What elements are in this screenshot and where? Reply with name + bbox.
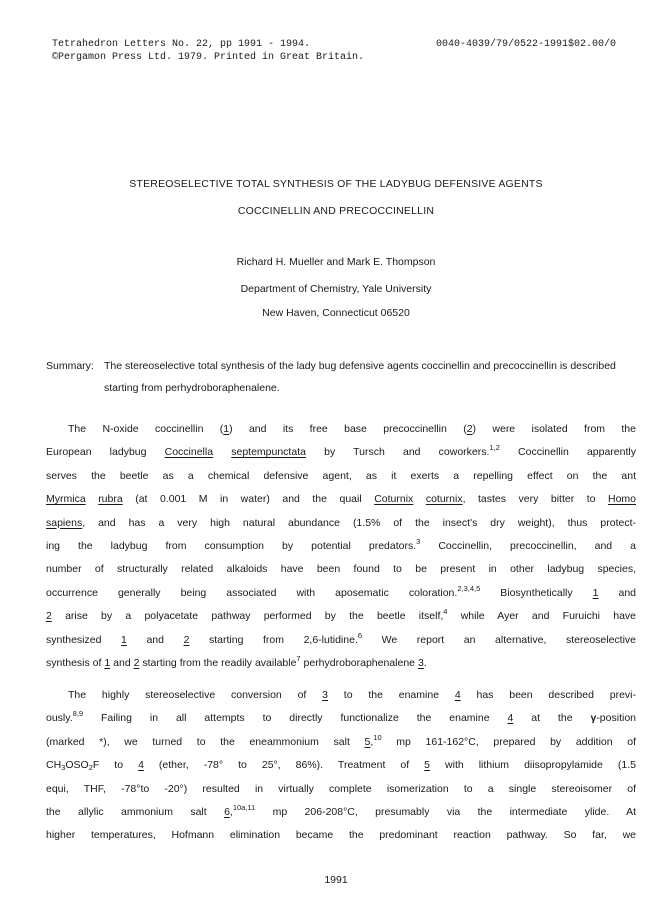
text-line: (marked *), we turned to the eneammonium salt 5,10 mp 161-162°C, prepared by addition of <box>46 732 637 748</box>
journal-citation: Tetrahedron Letters No. 22, pp 1991 - 1994. <box>52 39 311 50</box>
text-line: 2 arise by a polyacetate pathway performed by the beetle itself,$^4$ while Ayer and Furuichi have <box>46 607 636 623</box>
text-line: occurrence generally being associated with aposematic coloration.$^{2,3,4,5}$ Biosynthetically 1 and <box>46 583 637 599</box>
copyright-line: ©Pergamon Press Ltd. 1979. Printed in Great Britain. <box>52 52 365 63</box>
text-line: serves the beetle as a chemical defensive agent, as it exerts a repelling effect on the ant <box>46 469 636 482</box>
summary-text: The stereoselective total synthesis of the lady bug defensive agents coccinellin and precoccinellin is described starting from perhydroboraphenalene. <box>104 360 616 394</box>
text-line: The N-oxide coccinellin (1) and its free base precoccinellin (2) were isolated from the <box>68 423 636 435</box>
text-line: ously.$^{8,9}$ Failing in all attempts to directly functionalize the enamine 4 at the γ-position <box>46 709 637 725</box>
article-code: 0040-4039/79/0522-1991$02.00/0 <box>436 39 617 50</box>
text-line: European ladybug Coccinella septempunctata by Tursch and coworkers.$^{1,2}$ Coccinellin apparently <box>46 443 636 459</box>
running-header <box>52 38 364 64</box>
text-line: higher temperatures, Hofmann elimination became the predominant reaction pathway. So far, we <box>46 829 636 842</box>
title-line-2: COCCINELLIN AND PRECOCCINELLIN <box>237 205 435 217</box>
text-line: number of structurally related alkaloids have been found to be present in other ladybug species, <box>46 563 636 576</box>
address: New Haven, Connecticut 06520 <box>262 307 410 319</box>
text-line: synthesized 1 and 2 starting from 2,6-lutidine.$^6$ We report an alternative, stereoselective <box>46 630 637 646</box>
paragraph-2 <box>46 684 636 848</box>
authors: Richard H. Mueller and Mark E. Thompson <box>236 256 436 268</box>
affiliation: Department of Chemistry, Yale University <box>240 283 432 295</box>
text-line: synthesis of 1 and 2 starting from the readily available$^7$ perhydroboraphenalene 3. <box>46 653 427 669</box>
text-line: ing the ladybug from consumption by potential predators.$^3$ Coccinellin, precoccinellin, and a <box>46 536 636 552</box>
text-line: equi, THF, -78°to -20°) resulted in virtually complete isomerization to a single stereoisomer of <box>46 782 636 795</box>
text-line: the allylic ammonium salt 6,$^{10a,11}$ mp 206-208°C, presumably via the intermediate ylide. At <box>46 802 636 818</box>
text-line: The highly stereoselective conversion of 3 to the enamine 4 has been described previ- <box>68 689 636 701</box>
text-line: sapiens, and has a very high natural abundance (1.5% of the insect's dry weight), thus protect- <box>46 516 636 529</box>
paragraph-1 <box>46 418 636 675</box>
text-line: $CH_3OSO_2F$ to 4 (ether, -78° to 25°, 86%). Treatment of 5 with lithium diisopropylamide (1.5 <box>46 759 636 773</box>
title-line-1: STEREOSELECTIVE TOTAL SYNTHESIS OF THE LADYBUG DEFENSIVE AGENTS <box>129 178 543 190</box>
page-number: 1991 <box>324 874 348 886</box>
text-line: Myrmica rubra (at 0.001 M in water) and the quail Coturnix coturnix, tastes very bitter to Homo <box>46 493 636 506</box>
summary-label: Summary: <box>46 360 94 372</box>
